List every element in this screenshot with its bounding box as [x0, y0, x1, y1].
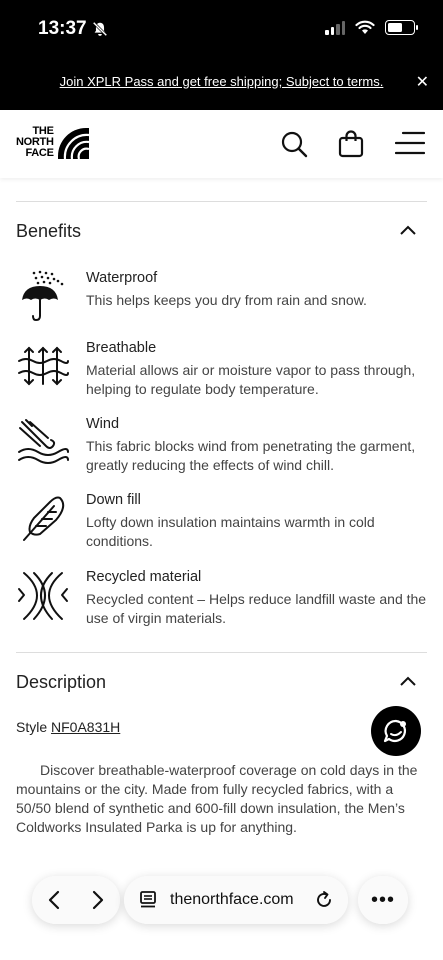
search-icon[interactable]	[280, 130, 308, 158]
benefits-section-title[interactable]: Benefits	[16, 221, 82, 241]
benefit-title: Breathable	[86, 340, 157, 356]
back-arrow-icon[interactable]	[46, 889, 62, 911]
chevron-up-icon[interactable]	[399, 675, 417, 687]
status-right	[325, 20, 415, 35]
half-dome-logo-icon	[56, 126, 96, 159]
wifi-icon	[355, 20, 375, 35]
benefit-description: This fabric blocks wind from penetrating the garment, greatly reducing the effects of wind chill.	[86, 438, 416, 473]
more-options-button[interactable]: •••	[358, 876, 408, 924]
cellular-signal-icon	[325, 21, 345, 35]
description-section-title[interactable]: Description	[16, 672, 107, 692]
benefit-down-fill	[16, 492, 428, 552]
promo-close-button[interactable]: ✕	[415, 74, 429, 91]
recycle-arrows-icon	[16, 569, 70, 623]
reader-mode-icon[interactable]	[138, 890, 158, 910]
benefit-description: Material allows air or moisture vapor to pass through, helping to regulate body temperature.	[86, 362, 416, 397]
url-text[interactable]: thenorthface.com	[170, 891, 294, 908]
feather-icon	[16, 492, 70, 546]
status-time	[38, 18, 109, 40]
address-bar[interactable]	[124, 876, 348, 924]
benefit-title: Recycled material	[86, 569, 202, 585]
top-black-area	[0, 0, 443, 110]
benefit-description: Recycled content – Helps reduce landfill waste and the use of virgin materials.	[86, 591, 427, 626]
forward-arrow-icon[interactable]	[90, 889, 106, 911]
bell-off-icon	[91, 20, 109, 38]
benefit-recycled-material	[16, 569, 428, 629]
style-label: Style	[16, 719, 48, 735]
benefit-description: Lofty down insulation maintains warmth in cold conditions.	[86, 514, 375, 549]
time-text: 13:37	[38, 18, 87, 39]
the-north-face-logo[interactable]	[16, 126, 96, 159]
benefit-description: This helps keeps you dry from rain and snow.	[86, 292, 367, 308]
shopping-bag-icon[interactable]	[338, 130, 364, 158]
chat-bubble-icon	[382, 717, 410, 745]
description-text: Discover breathable-waterproof coverage on cold days in the mountains or the city. Made from fully recycled fabrics, with a 50/50 blend of synthetic and 600-fill down insulation, the Men’s Coldworks Insulated Parka is up for anything.	[16, 762, 418, 835]
style-number	[16, 719, 120, 735]
site-header	[0, 110, 443, 178]
benefit-waterproof	[16, 270, 428, 330]
benefit-title: Wind	[86, 416, 120, 432]
benefit-title: Down fill	[86, 492, 141, 508]
reload-icon[interactable]	[314, 890, 334, 910]
battery-icon	[385, 20, 415, 35]
style-code-link[interactable]: NF0A831H	[51, 719, 121, 735]
umbrella-rain-icon	[16, 270, 70, 324]
chevron-up-icon[interactable]	[399, 224, 417, 236]
chat-button[interactable]	[371, 706, 421, 756]
promo-banner-link[interactable]: Join XPLR Pass and get free shipping; Subject to terms.	[59, 74, 384, 89]
benefit-breathable	[16, 340, 428, 400]
logo-text: THE NORTH FACE	[16, 125, 54, 159]
section-divider	[16, 652, 427, 653]
benefit-title: Waterproof	[86, 270, 158, 286]
wind-icon	[16, 416, 70, 470]
hamburger-menu-icon[interactable]	[395, 130, 425, 156]
section-divider	[16, 201, 427, 202]
breathable-arrows-icon	[16, 340, 70, 394]
browser-nav-controls	[32, 876, 120, 924]
benefit-wind	[16, 416, 428, 476]
